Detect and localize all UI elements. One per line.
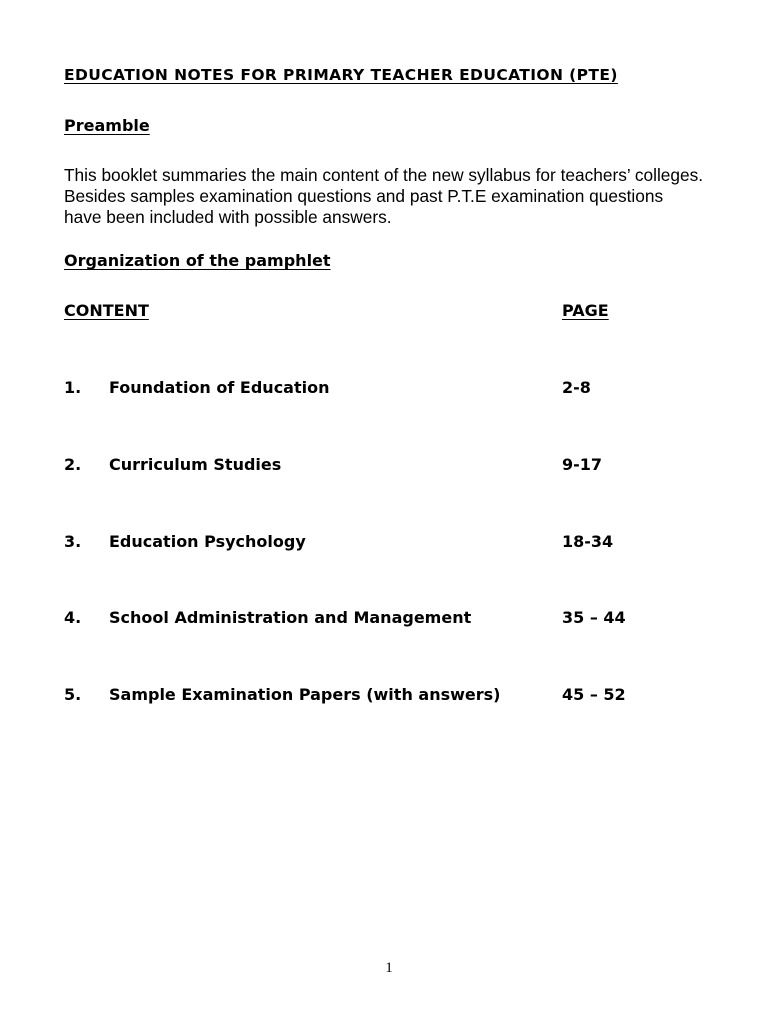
preamble-line: This booklet summaries the main content of the new syllabus for teachers’ colleges. [64, 165, 704, 185]
preamble-line: Besides samples examination questions and past P.T.E examination questions [64, 186, 664, 206]
toc-row [0, 378, 768, 402]
toc-row [0, 608, 768, 632]
toc-title: Sample Examination Papers (with answers) [109, 685, 501, 704]
toc-row [0, 532, 768, 556]
toc-pages: 18-34 [562, 532, 614, 551]
preamble-heading: Preamble [64, 116, 150, 135]
preamble-paragraph [64, 165, 744, 228]
toc-number: 4. [64, 608, 82, 627]
toc-number: 3. [64, 532, 82, 551]
toc-pages: 9-17 [562, 455, 603, 474]
toc-title: Foundation of Education [109, 378, 330, 397]
page-column-header: PAGE [562, 301, 609, 320]
preamble-line: have been included with possible answers. [64, 207, 392, 227]
content-column-header: CONTENT [64, 301, 149, 320]
toc-number: 1. [64, 378, 82, 397]
toc-row [0, 455, 768, 479]
toc-row [0, 685, 768, 709]
toc-pages: 45 – 52 [562, 685, 626, 704]
toc-pages: 2-8 [562, 378, 591, 397]
toc-title: Curriculum Studies [109, 455, 282, 474]
toc-number: 5. [64, 685, 82, 704]
toc-title: School Administration and Management [109, 608, 472, 627]
toc-pages: 35 – 44 [562, 608, 626, 627]
page-number: 1 [385, 960, 393, 976]
toc-number: 2. [64, 455, 82, 474]
organization-heading: Organization of the pamphlet [64, 251, 331, 270]
toc-title: Education Psychology [109, 532, 306, 551]
document-title: EDUCATION NOTES FOR PRIMARY TEACHER EDUCATION (PTE) [64, 66, 618, 84]
